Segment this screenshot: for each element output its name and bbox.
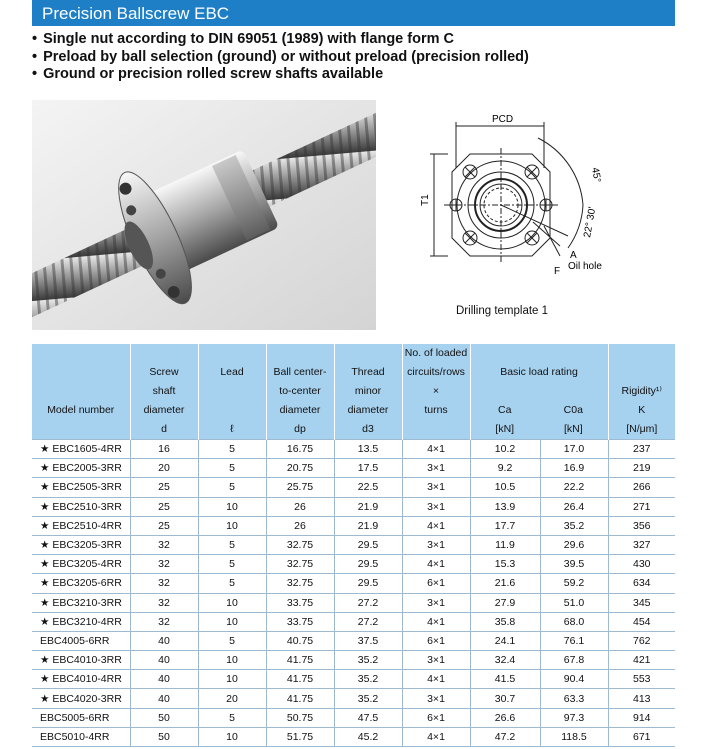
table-cell: 25 xyxy=(130,478,198,497)
table-cell: 25 xyxy=(130,497,198,516)
table-cell: 271 xyxy=(608,497,675,516)
table-cell: 21.6 xyxy=(470,574,540,593)
table-cell: 68.0 xyxy=(540,612,608,631)
table-row xyxy=(32,516,675,535)
table-cell: 40 xyxy=(130,631,198,650)
table-row xyxy=(32,574,675,593)
table-cell: 41.5 xyxy=(470,670,540,689)
f-label: F xyxy=(554,266,561,277)
table-cell: 40.75 xyxy=(266,631,334,650)
table-cell: 21.9 xyxy=(334,516,402,535)
table-cell: 9.2 xyxy=(470,459,540,478)
table-cell: 4×1 xyxy=(402,727,470,746)
table-cell: 10 xyxy=(198,516,266,535)
table-cell: ★ EBC2005-3RR xyxy=(32,459,130,478)
table-cell: 33.75 xyxy=(266,612,334,631)
table-cell: 5 xyxy=(198,555,266,574)
col-ballcenter: Ball center- to-center diameter dp xyxy=(266,344,334,440)
table-cell: ★ EBC2510-4RR xyxy=(32,516,130,535)
table-row xyxy=(32,497,675,516)
table-cell: 45.2 xyxy=(334,727,402,746)
col-c0a: C0a xyxy=(563,404,583,416)
table-cell: 35.2 xyxy=(334,689,402,708)
table-cell: 29.5 xyxy=(334,535,402,554)
table-cell: 90.4 xyxy=(540,670,608,689)
title-bar xyxy=(32,0,675,26)
table-cell: ★ EBC1605-4RR xyxy=(32,440,130,459)
table-cell: 29.5 xyxy=(334,555,402,574)
table-cell: 63.3 xyxy=(540,689,608,708)
table-cell: ★ EBC3205-4RR xyxy=(32,555,130,574)
table-cell: 20 xyxy=(198,689,266,708)
table-cell: 32 xyxy=(130,535,198,554)
table-cell: 17.0 xyxy=(540,440,608,459)
table-cell: 50.75 xyxy=(266,708,334,727)
table-cell: 32.75 xyxy=(266,555,334,574)
table-cell: 59.2 xyxy=(540,574,608,593)
table-cell: 41.75 xyxy=(266,689,334,708)
table-cell: 3×1 xyxy=(402,689,470,708)
drilling-caption: Drilling template 1 xyxy=(456,305,549,317)
table-cell: 32.75 xyxy=(266,574,334,593)
table-cell: 25.75 xyxy=(266,478,334,497)
table-row xyxy=(32,593,675,612)
table-cell: 4×1 xyxy=(402,440,470,459)
col-thread: Thread minor diameter d3 xyxy=(334,344,402,440)
table-cell: 26.4 xyxy=(540,497,608,516)
table-cell: 118.5 xyxy=(540,727,608,746)
table-cell: 27.2 xyxy=(334,593,402,612)
table-cell: 671 xyxy=(608,727,675,746)
table-cell: 35.8 xyxy=(470,612,540,631)
table-cell: 16.9 xyxy=(540,459,608,478)
table-cell: 634 xyxy=(608,574,675,593)
table-cell: 11.9 xyxy=(470,535,540,554)
table-cell: 4×1 xyxy=(402,516,470,535)
table-cell: 6×1 xyxy=(402,631,470,650)
table-cell: 41.75 xyxy=(266,651,334,670)
table-cell: ★ EBC4010-3RR xyxy=(32,651,130,670)
table-row xyxy=(32,478,675,497)
table-cell: 32 xyxy=(130,555,198,574)
col-lead: Lead ℓ xyxy=(198,344,266,440)
angle-22-label: 22° 30' xyxy=(582,206,599,239)
table-cell: 3×1 xyxy=(402,651,470,670)
table-cell: 6×1 xyxy=(402,574,470,593)
table-cell: 430 xyxy=(608,555,675,574)
pcd-label: PCD xyxy=(492,114,514,125)
table-cell: 219 xyxy=(608,459,675,478)
table-cell: 33.75 xyxy=(266,593,334,612)
table-cell: 5 xyxy=(198,631,266,650)
table-cell: 27.9 xyxy=(470,593,540,612)
table-cell: ★ EBC3205-6RR xyxy=(32,574,130,593)
table-cell: 51.0 xyxy=(540,593,608,612)
table-cell: 20.75 xyxy=(266,459,334,478)
table-cell: 327 xyxy=(608,535,675,554)
col-load-rating: Basic load rating Ca C0a [kN] [kN] xyxy=(470,344,608,440)
table-cell: 762 xyxy=(608,631,675,650)
table-cell: 5 xyxy=(198,459,266,478)
table-row xyxy=(32,555,675,574)
table-cell: 10 xyxy=(198,670,266,689)
col-shaft: Screw shaft diameter d xyxy=(130,344,198,440)
table-row xyxy=(32,440,675,459)
table-cell: ★ EBC2510-3RR xyxy=(32,497,130,516)
table-cell: 27.2 xyxy=(334,612,402,631)
table-cell: 35.2 xyxy=(334,670,402,689)
table-cell: 421 xyxy=(608,651,675,670)
table-cell: 3×1 xyxy=(402,478,470,497)
table-cell: 5 xyxy=(198,708,266,727)
table-cell: 10.2 xyxy=(470,440,540,459)
table-cell: 17.7 xyxy=(470,516,540,535)
table-cell: 266 xyxy=(608,478,675,497)
table-cell: 13.9 xyxy=(470,497,540,516)
table-cell: 4×1 xyxy=(402,555,470,574)
table-row xyxy=(32,651,675,670)
table-row xyxy=(32,535,675,554)
table-cell: 10 xyxy=(198,727,266,746)
table-cell: 32.75 xyxy=(266,535,334,554)
col-circuits: No. of loaded circuits/rows × turns xyxy=(402,344,470,440)
table-cell: 16 xyxy=(130,440,198,459)
table-cell: 39.5 xyxy=(540,555,608,574)
table-cell: 5 xyxy=(198,478,266,497)
feature-item: • Preload by ball selection (ground) or without preload (precision rolled) xyxy=(32,49,529,67)
table-cell: 26 xyxy=(266,516,334,535)
table-cell: 40 xyxy=(130,670,198,689)
a-label: A xyxy=(570,250,577,261)
table-cell: 3×1 xyxy=(402,535,470,554)
table-cell: 97.3 xyxy=(540,708,608,727)
table-cell: 914 xyxy=(608,708,675,727)
table-cell: 24.1 xyxy=(470,631,540,650)
col-ca: Ca xyxy=(498,404,512,416)
table-row xyxy=(32,708,675,727)
table-cell: 32 xyxy=(130,612,198,631)
angle-45-label: 45° xyxy=(589,166,603,184)
table-cell: 10.5 xyxy=(470,478,540,497)
table-cell: 35.2 xyxy=(334,651,402,670)
table-cell: 10 xyxy=(198,651,266,670)
table-cell: 17.5 xyxy=(334,459,402,478)
table-row xyxy=(32,689,675,708)
page-title: Precision Ballscrew EBC xyxy=(42,4,230,23)
col-model: Model number xyxy=(32,344,130,440)
table-cell: 26 xyxy=(266,497,334,516)
table-cell: 21.9 xyxy=(334,497,402,516)
table-cell: 5 xyxy=(198,440,266,459)
table-cell: 553 xyxy=(608,670,675,689)
table-cell: 35.2 xyxy=(540,516,608,535)
table-cell: 37.5 xyxy=(334,631,402,650)
table-cell: 47.5 xyxy=(334,708,402,727)
feature-item: • Ground or precision rolled screw shafts available xyxy=(32,66,529,84)
table-cell: 32 xyxy=(130,593,198,612)
table-cell: 10 xyxy=(198,497,266,516)
flange-drawing xyxy=(408,108,668,283)
col-rigidity: Rigidity¹⁾ K [N/μm] xyxy=(608,344,675,440)
table-row xyxy=(32,727,675,746)
table-cell: 22.5 xyxy=(334,478,402,497)
table-cell: 29.6 xyxy=(540,535,608,554)
table-cell: ★ EBC3205-3RR xyxy=(32,535,130,554)
table-cell: 3×1 xyxy=(402,497,470,516)
table-cell: ★ EBC4010-4RR xyxy=(32,670,130,689)
table-cell: 25 xyxy=(130,516,198,535)
table-cell: EBC5005-6RR xyxy=(32,708,130,727)
table-cell: 51.75 xyxy=(266,727,334,746)
table-cell: 76.1 xyxy=(540,631,608,650)
table-cell: 26.6 xyxy=(470,708,540,727)
table-cell: 67.8 xyxy=(540,651,608,670)
table-cell: 10 xyxy=(198,612,266,631)
table-cell: ★ EBC2505-3RR xyxy=(32,478,130,497)
table-cell: 40 xyxy=(130,651,198,670)
feature-item: • Single nut according to DIN 69051 (1989) with flange form C xyxy=(32,31,529,49)
ballscrew-photo xyxy=(32,100,376,330)
table-cell: 5 xyxy=(198,574,266,593)
table-cell: ★ EBC3210-3RR xyxy=(32,593,130,612)
table-cell: 47.2 xyxy=(470,727,540,746)
table-cell: 15.3 xyxy=(470,555,540,574)
table-row xyxy=(32,670,675,689)
table-cell: 345 xyxy=(608,593,675,612)
header-row xyxy=(32,344,675,440)
table-cell: 50 xyxy=(130,708,198,727)
table-cell: ★ EBC4020-3RR xyxy=(32,689,130,708)
t1-label: T1 xyxy=(420,194,431,206)
spec-table xyxy=(32,344,675,747)
table-cell: 32 xyxy=(130,574,198,593)
table-cell: 237 xyxy=(608,440,675,459)
table-cell: 4×1 xyxy=(402,670,470,689)
table-cell: 10 xyxy=(198,593,266,612)
table-cell: 32.4 xyxy=(470,651,540,670)
table-cell: 50 xyxy=(130,727,198,746)
table-cell: 40 xyxy=(130,689,198,708)
table-cell: 454 xyxy=(608,612,675,631)
oil-hole-label: Oil hole xyxy=(568,261,602,272)
table-cell: 413 xyxy=(608,689,675,708)
table-cell: ★ EBC3210-4RR xyxy=(32,612,130,631)
table-cell: 41.75 xyxy=(266,670,334,689)
table-row xyxy=(32,459,675,478)
table-cell: 29.5 xyxy=(334,574,402,593)
table-cell: 6×1 xyxy=(402,708,470,727)
table-cell: 4×1 xyxy=(402,612,470,631)
table-row xyxy=(32,612,675,631)
table-cell: 5 xyxy=(198,535,266,554)
table-row xyxy=(32,631,675,650)
table-cell: 20 xyxy=(130,459,198,478)
table-cell: EBC4005-6RR xyxy=(32,631,130,650)
table-cell: 3×1 xyxy=(402,593,470,612)
table-cell: 16.75 xyxy=(266,440,334,459)
table-cell: 3×1 xyxy=(402,459,470,478)
table-cell: 13.5 xyxy=(334,440,402,459)
table-cell: 356 xyxy=(608,516,675,535)
feature-list xyxy=(32,31,529,84)
table-cell: 30.7 xyxy=(470,689,540,708)
table-cell: EBC5010-4RR xyxy=(32,727,130,746)
table-cell: 22.2 xyxy=(540,478,608,497)
